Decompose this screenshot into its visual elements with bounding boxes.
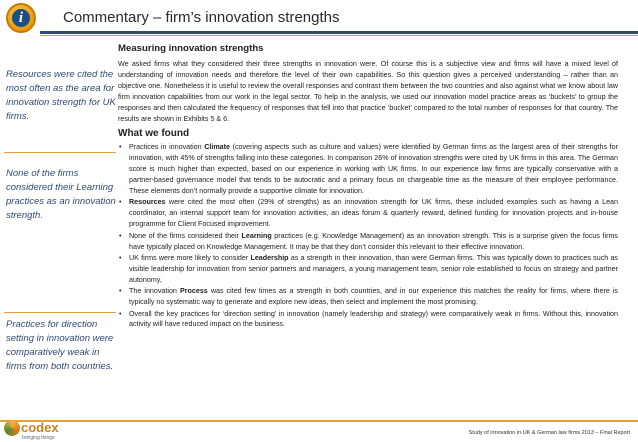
list-item (118, 286, 618, 308)
list-item (118, 142, 618, 197)
header-divider (40, 31, 638, 34)
sidebar-divider (4, 312, 116, 313)
bullet-icon: • (119, 309, 122, 318)
info-logo-icon (6, 3, 36, 33)
bullet-text: None of the firms considered their (129, 231, 242, 240)
main-content (118, 40, 618, 331)
bullet-text: practices (e.g. Knowledge Management) as an innovation strength. This is a surprise given the focus firms have typically placed on Knowledge Management. It may be that they don’t consider this relevant to their effective innovation. (129, 231, 618, 251)
info-letter: i (12, 9, 30, 27)
sidebar-divider (4, 152, 116, 153)
codex-logo (4, 418, 74, 442)
bullet-keyword: Process (179, 287, 208, 296)
footer-divider (0, 420, 638, 422)
bullet-text: was cited few times as a strength in both countries, and in our experience this matches the reality for firms, where there is typically no systematic way to generate and explore new ideas, then select and implement the most promising. (129, 287, 619, 307)
bullet-text: were cited the most often (29% of strengths) as an innovation strength for UK firms, these included examples such as having a Lean coordinator, an internal support team for innovation activities, an ideas forum & quarterly reward, defined funding for innovation projects and in-house programme for Client Focused improvement. (129, 198, 618, 229)
bullet-text: The innovation (129, 287, 180, 296)
codex-tagline: bringing things (22, 435, 55, 441)
header-accent-divider (40, 35, 638, 36)
findings-list (118, 142, 618, 330)
page-title: Commentary – firm’s innovation strengths (63, 9, 340, 26)
page-header (0, 0, 638, 36)
bullet-keyword: Climate (204, 143, 230, 152)
bullet-text: Practices in innovation (129, 143, 205, 152)
codex-swirl-icon (4, 420, 20, 436)
section-heading-measuring: Measuring innovation strengths (118, 43, 264, 54)
bullet-text: as a strength in their innovation, than were German firms. This was typically down to practices such as visible leadership for innovation from senior partners and managers, a young management team, senior role established to focus on strategy and partner autonomy, (129, 254, 619, 284)
sidebar-note-resources: Resources were cited the most often as the area for innovation strength for UK firms. (6, 69, 116, 122)
bullet-keyword: Resources (129, 198, 166, 207)
report-footer-text: Study of innovation in UK & German law firms 2013 – Final Report (468, 430, 630, 436)
intro-paragraph: We asked firms what they considered their three strengths in innovation were. Of course this is a subjective view and firms will have a mixed level of understanding of innovation needs and therefore the level of their own capabilities. So this question gives a perceived understanding – rather than an objective one. Nonetheless it is useful to review the overall responses and contrast them between the two countries and also against what we know about law firm innovation capabilities from our work in the legal sector. To help in the analysis, we used our innovation model practice areas as ‘buckets’ to group the responses and then calculated the frequency of responses that fell into that practice ‘bucket’ compared to the total number of responses for that country. The results are shown in Exhibits 5 & 6. (118, 60, 618, 123)
bullet-icon: • (119, 198, 122, 207)
sidebar-note-direction: Practices for direction setting in innovation were comparatively weak in firms from both countries. (6, 319, 114, 372)
bullet-text: Overall the key practices for ‘direction setting’ in innovation (namely leadership and strategy) were comparatively weak in firms. Without this, innovation activity will have reduced impact on the business. (129, 309, 618, 329)
list-item (118, 197, 618, 230)
bullet-text: (covering aspects such as culture and values) were identified by German firms as the largest area of their strengths for innovation, with 45% of strengths falling into these categories. In comparison 26% of innovation strengths were cited by UK firms in this area. The German score is much higher than expected, based on our experience in working with UK firms. In our experience law firms are typically conservative with a partner-based governance model that tends to be autocratic and a primary focus on chargeable time as the measure of their employee performance. These elements don’t normally provide a supportive climate for innovation. (129, 143, 618, 196)
sidebar-notes (4, 40, 116, 420)
bullet-text: UK firms were more likely to consider (129, 254, 251, 262)
bullet-keyword: Learning (241, 231, 272, 240)
list-item (118, 253, 618, 286)
bullet-icon: • (119, 143, 122, 152)
sidebar-note-learning: None of the firms considered their Learning practices as an innovation strength. (6, 168, 116, 221)
bullet-icon: • (119, 254, 122, 262)
bullet-keyword: Leadership (250, 254, 289, 262)
page-footer (0, 416, 638, 442)
section-heading-found: What we found (118, 128, 190, 140)
list-item (118, 309, 618, 331)
bullet-icon: • (119, 231, 122, 240)
list-item (118, 231, 618, 253)
bullet-icon: • (119, 287, 122, 296)
codex-brand: codex (21, 420, 59, 435)
